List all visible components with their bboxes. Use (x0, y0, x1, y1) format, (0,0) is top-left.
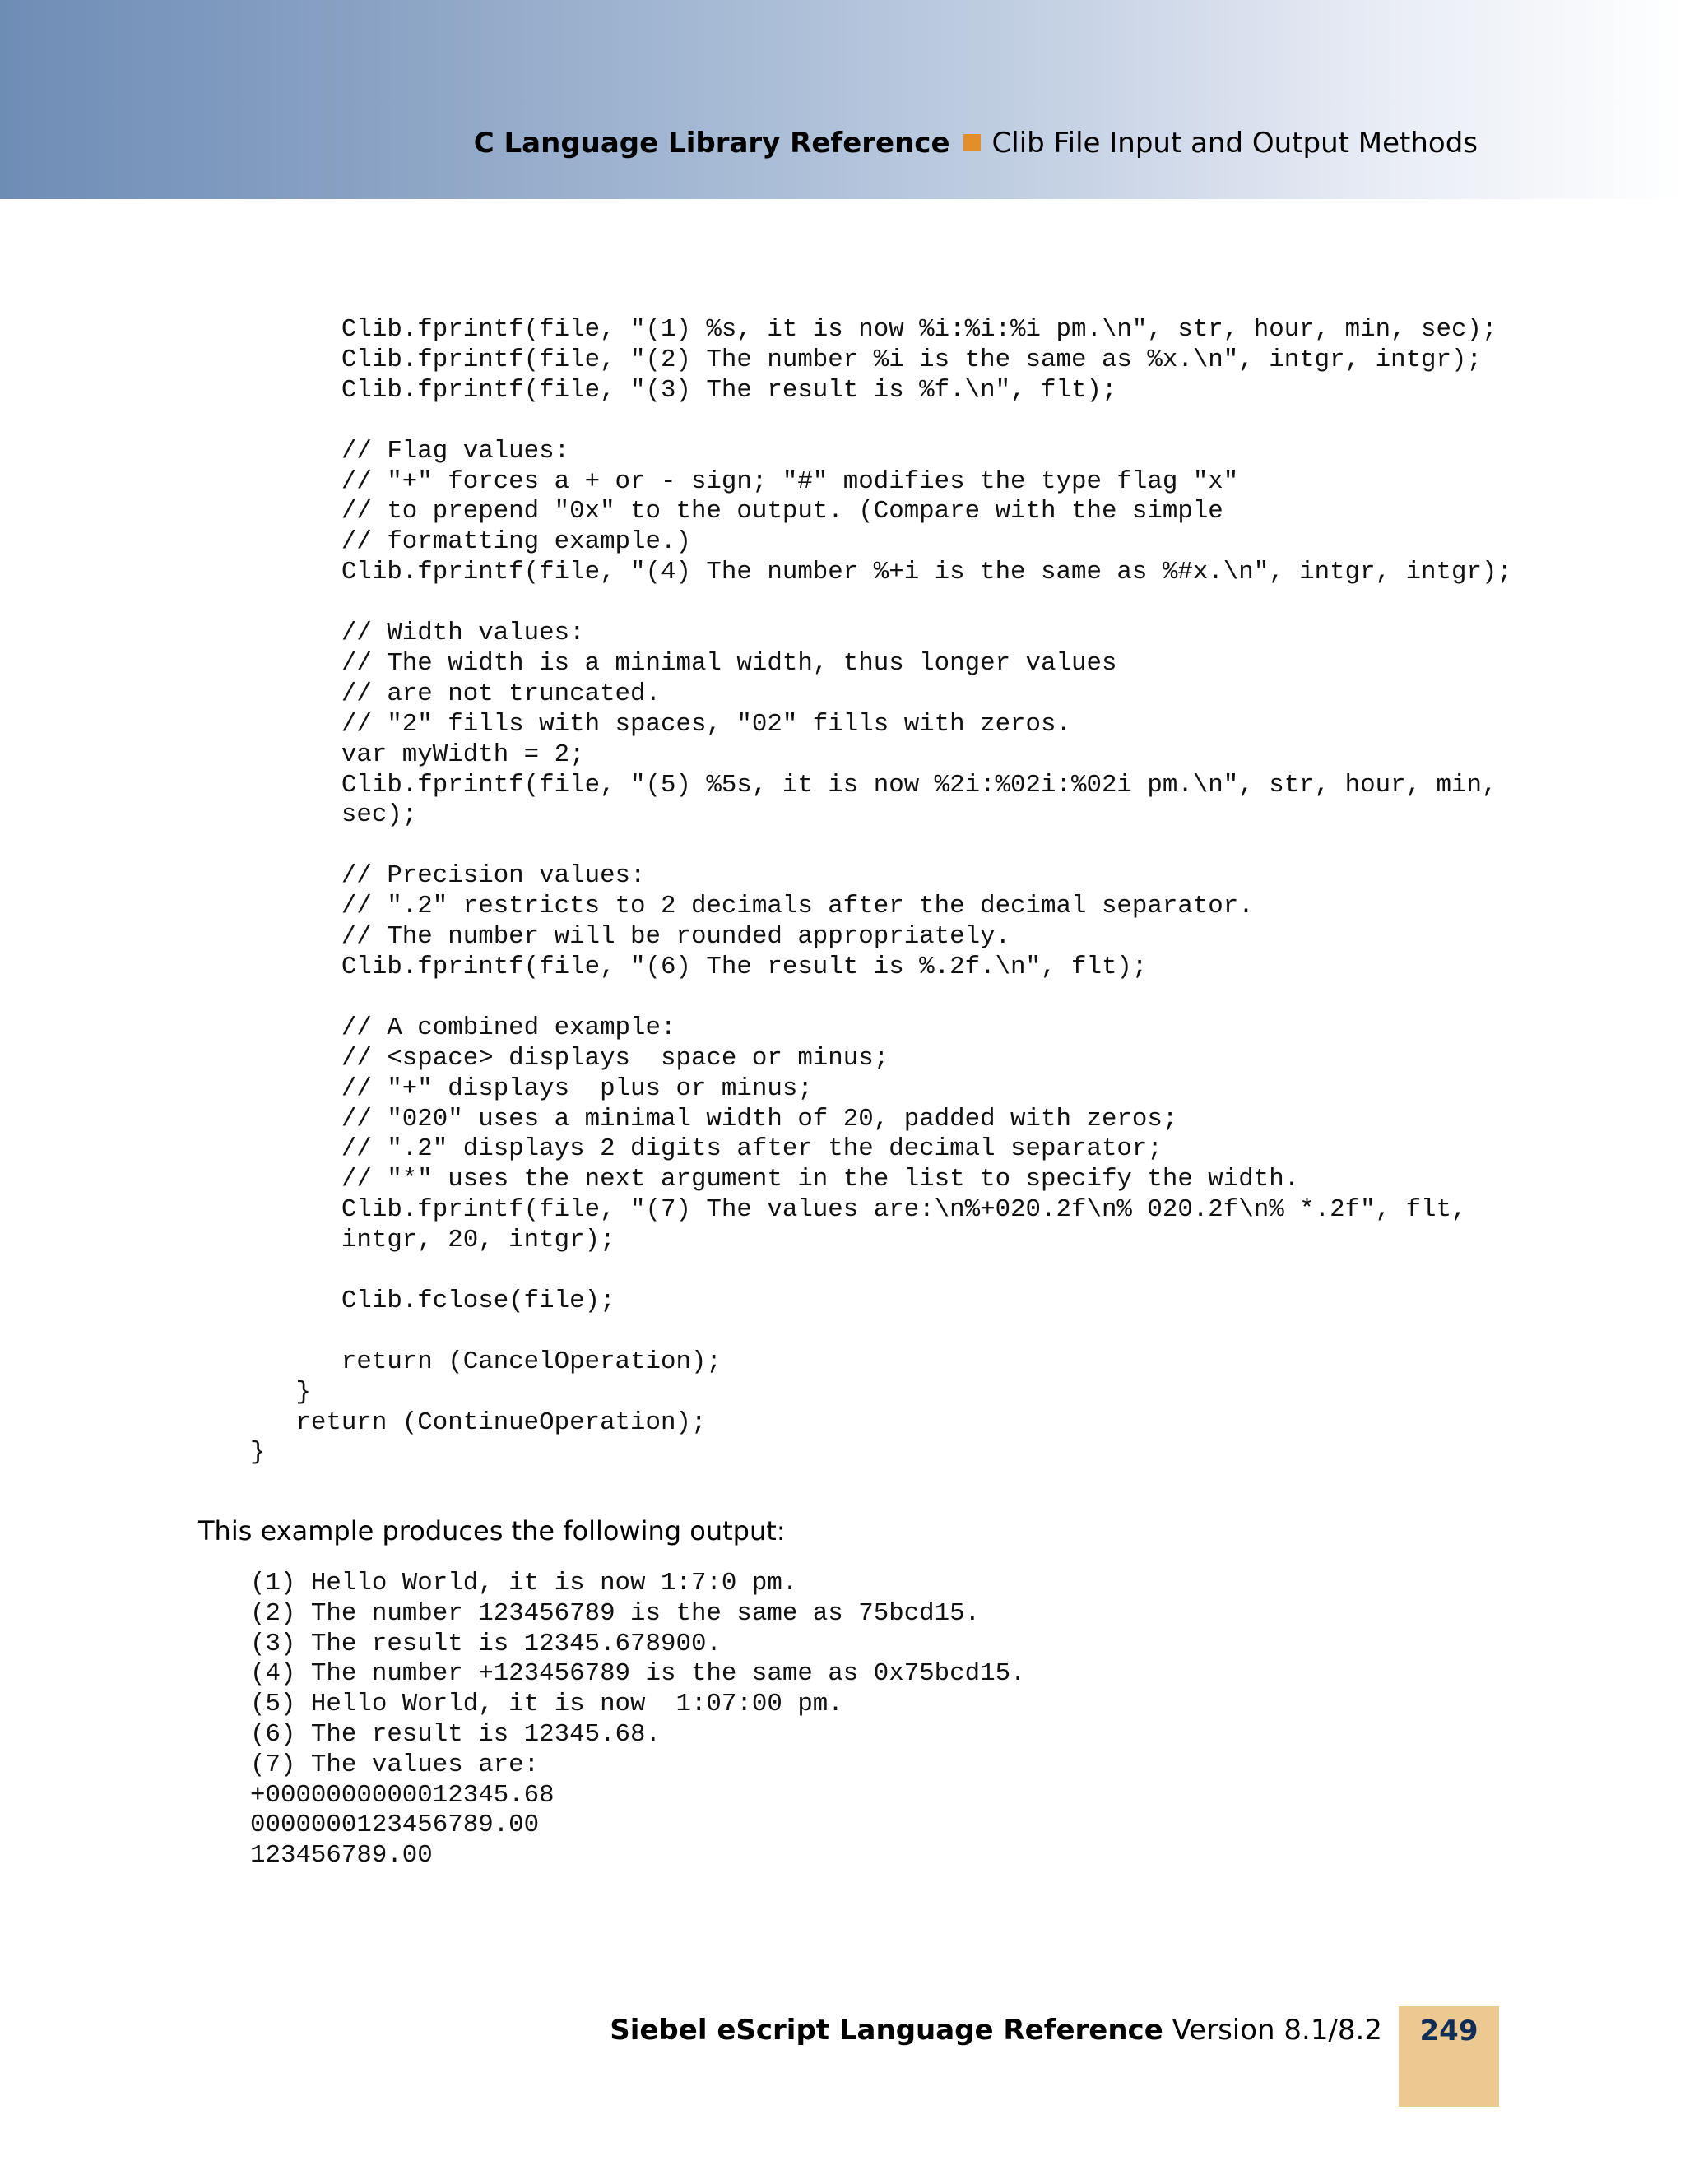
code-line (250, 831, 1512, 861)
book-title: Siebel eScript Language Reference (610, 2014, 1163, 2047)
code-line (250, 1256, 1512, 1287)
code-line: // A combined example: (250, 1013, 676, 1042)
output-line: (1) Hello World, it is now 1:7:0 pm. (250, 1569, 798, 1597)
code-line: sec); (250, 800, 418, 830)
output-line: +0000000000012345.68 (250, 1780, 555, 1810)
code-line: // to prepend "0x" to the output. (Compare with the simple (250, 497, 1223, 526)
code-line: // "*" uses the next argument in the list to specify the width. (250, 1165, 1300, 1194)
code-line: Clib.fprintf(file, "(6) The result is %.2f.\n", flt); (250, 952, 1148, 981)
code-line: // The width is a minimal width, thus longer values (250, 648, 1117, 678)
code-line (250, 983, 1512, 1013)
code-line: Clib.fprintf(file, "(1) %s, it is now %i:%i:%i pm.\n", str, hour, min, sec); (250, 315, 1497, 344)
output-line: (6) The result is 12345.68. (250, 1719, 661, 1749)
code-line (250, 1317, 1512, 1347)
intro-paragraph: This example produces the following output: (198, 1515, 786, 1546)
output-line: (3) The result is 12345.678900. (250, 1629, 722, 1658)
code-line: // are not truncated. (250, 679, 661, 708)
code-line: Clib.fprintf(file, "(4) The number %+i is the same as %#x.\n", intgr, intgr); (250, 558, 1512, 587)
chapter-title: C Language Library Reference (473, 127, 950, 160)
code-line: // "+" forces a + or - sign; "#" modifies the type flag "x" (250, 466, 1239, 496)
page-number-box (1399, 2006, 1499, 2107)
output-line: (5) Hello World, it is now 1:07:00 pm. (250, 1690, 843, 1719)
code-line: // ".2" displays 2 digits after the decimal separator; (250, 1134, 1163, 1164)
output-line: (2) The number 123456789 is the same as 75bcd15. (250, 1598, 981, 1628)
output-line: (7) The values are: (250, 1750, 540, 1779)
code-line: // ".2" restricts to 2 decimals after the decimal separator. (250, 892, 1254, 921)
code-line: return (ContinueOperation); (250, 1407, 707, 1437)
code-line: Clib.fclose(file); (250, 1286, 615, 1315)
code-line: // "020" uses a minimal width of 20, padded with zeros; (250, 1104, 1178, 1134)
code-line (250, 588, 1512, 619)
header-band (0, 0, 1685, 199)
code-line: var myWidth = 2; (250, 740, 585, 769)
code-line: Clib.fprintf(file, "(3) The result is %f.\n", flt); (250, 375, 1117, 405)
page-number: 249 (1419, 2015, 1478, 2047)
section-marker-icon (963, 134, 981, 151)
code-line: // "+" displays plus or minus; (250, 1073, 813, 1103)
footer (610, 2014, 1382, 2047)
code-line: Clib.fprintf(file, "(7) The values are:\n%+020.2f\n% 020.2f\n% *.2f", flt, (250, 1195, 1467, 1225)
code-line: Clib.fprintf(file, "(2) The number %i is the same as %x.\n", intgr, intgr); (250, 345, 1482, 374)
code-line: // <space> displays space or minus; (250, 1043, 889, 1073)
code-line: // Flag values: (250, 436, 570, 466)
code-line: intgr, 20, intgr); (250, 1226, 615, 1255)
code-line: return (CancelOperation); (250, 1347, 722, 1376)
output-line: (4) The number +123456789 is the same as 0x75bcd15. (250, 1659, 1026, 1689)
code-line: // formatting example.) (250, 527, 691, 557)
code-line: } (250, 1438, 266, 1468)
code-line: Clib.fprintf(file, "(5) %5s, it is now %2i:%02i:%02i pm.\n", str, hour, min, (250, 770, 1497, 800)
code-line: } (250, 1377, 311, 1407)
version-label: Version 8.1/8.2 (1172, 2014, 1382, 2047)
code-line: // "2" fills with spaces, "02" fills with zeros. (250, 709, 1071, 739)
output-line: 0000000123456789.00 (250, 1811, 540, 1840)
code-line (250, 406, 1512, 437)
output-listing (250, 1569, 1026, 1871)
output-line: 123456789.00 (250, 1841, 433, 1871)
code-line: // Precision values: (250, 861, 646, 891)
code-listing (250, 315, 1512, 1468)
running-header (474, 127, 1478, 160)
code-line: // Width values: (250, 619, 585, 648)
code-line: // The number will be rounded appropriately. (250, 922, 1011, 952)
section-title: Clib File Input and Output Methods (991, 127, 1478, 160)
